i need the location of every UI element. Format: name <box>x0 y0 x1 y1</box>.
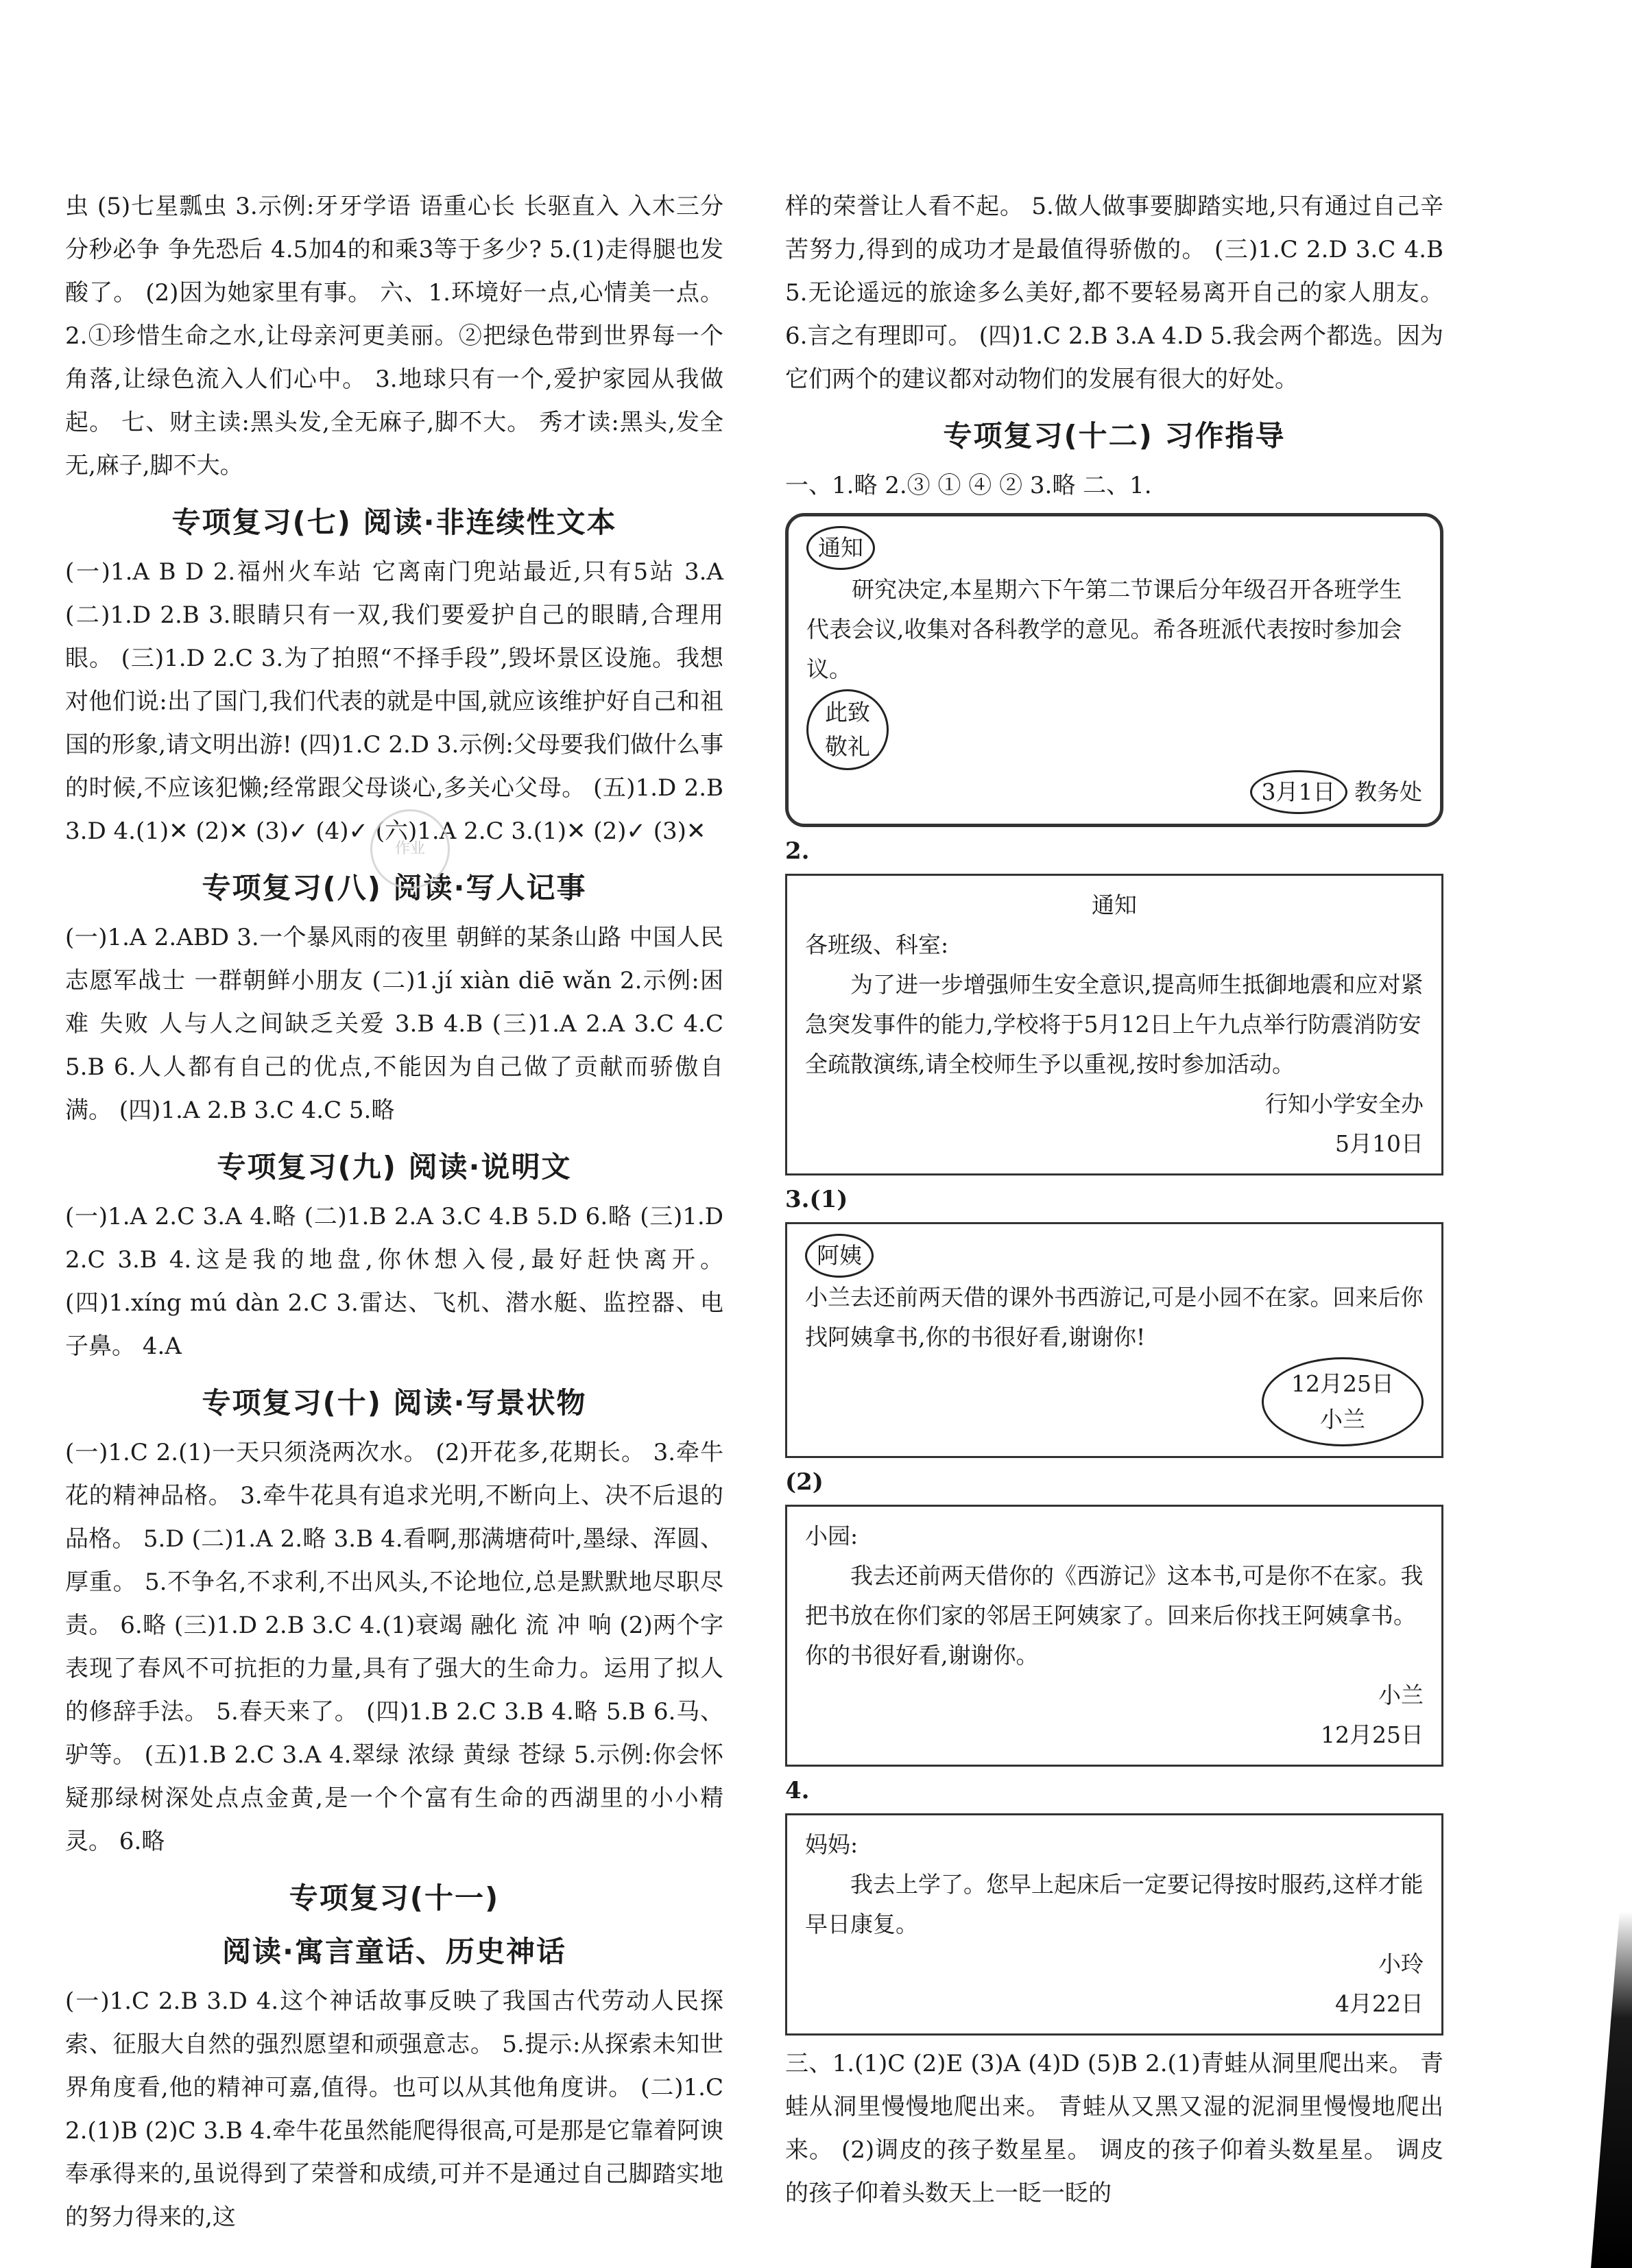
note-greeting: 阿姨 <box>805 1234 874 1278</box>
item-label: 2. <box>785 837 810 865</box>
note-body: 我去上学了。您早上起床后一定要记得按时服药,这样才能早日康复。 <box>805 1871 1424 1937</box>
left-column <box>65 185 723 2239</box>
answer-paragraph: (一)1.C 2.B 3.D 4.这个神话故事反映了我国古代劳动人民探索、征服大自然的强烈愿望和顽强意志。 5.提示:从探索未知世界角度看,他的精神可嘉,值得。也可以从其他角度讲。 (二)1.C 2.(1)B (2)C 3.B 4.牵牛花虽然能爬得很高,可是那是它靠着阿谀奉承得来的,虽说得到了荣誉和成绩,可并不是通过自己脚踏实地的努力得来的,这 <box>65 1988 723 2231</box>
page-edge-shadow <box>1591 1911 1632 2268</box>
note-body: 小兰去还前两天借的课外书西游记,可是小园不在家。回来后你找阿姨拿书,你的书很好看,谢谢你! <box>805 1284 1424 1350</box>
closing-line: 此致 <box>825 699 870 726</box>
note-greeting: 小园: <box>805 1523 859 1549</box>
notice-correction-box <box>785 513 1443 827</box>
section-heading: 专项复习(九) 阅读·说明文 <box>217 1150 572 1184</box>
notice-body: 为了进一步增强师生安全意识,提高师生抵御地震和应对紧急突发事件的能力,学校将于5月12日上午九点举行防震消防安全疏散演练,请全校师生予以重视,按时参加活动。 <box>805 971 1424 1077</box>
note-date: 12月25日 <box>1321 1721 1424 1748</box>
answer-paragraph: 虫 (5)七星瓢虫 3.示例:牙牙学语 语重心长 长驱直入 入木三分 分秒必争 争先恐后 4.5加4的和乘3等于多少? 5.(1)走得腿也发酸了。 (2)因为她家里有事。 六、1.环境好一点,心情美一点。 2.①珍惜生命之水,让母亲河更美丽。②把绿色带到世界每一个角落,让绿色流入人们心中。 3.地球只有一个,爱护家园从我做起。 七、财主读:黑头发,全无麻子,脚不大。 秀才读:黑头,发全无,麻子,脚不大。 <box>65 193 723 479</box>
note-sign: 小玲 <box>1378 1950 1424 1977</box>
section-heading: 专项复习(十一) <box>289 1881 500 1915</box>
note-date: 4月22日 <box>1335 1990 1424 2017</box>
answer-paragraph: (一)1.A 2.ABD 3.一个暴风雨的夜里 朝鲜的某条山路 中国人民志愿军战士 一群朝鲜小朋友 (二)1.jí xiàn diē wǎn 2.示例:困难 失败 人与人之间缺乏关爱 3.B 4.B (三)1.A 2.A 3.C 4.C 5.B 6.人人都有自己的优点,不能因为自己做了贡献而骄傲自满。 (四)1.A 2.B 3.C 4.C 5.略 <box>65 924 723 1124</box>
notice-sign: 行知小学安全办 <box>1265 1090 1424 1117</box>
note-sign: 小兰 <box>1378 1682 1424 1708</box>
section-heading: 专项复习(七) 阅读·非连续性文本 <box>171 505 617 539</box>
section-heading: 专项复习(十) 阅读·写景状物 <box>202 1386 587 1420</box>
section-heading: 专项复习(八) 阅读·写人记事 <box>202 871 587 905</box>
note-body: 我去还前两天借你的《西游记》这本书,可是你不在家。我把书放在你们家的邻居王阿姨家了。回来后你找王阿姨拿书。你的书很好看,谢谢你。 <box>805 1562 1424 1669</box>
item-label: 3.(1) <box>785 1186 848 1213</box>
answer-paragraph: (一)1.C 2.(1)一天只须浇两次水。 (2)开花多,花期长。 3.牵牛花的精神品格。 3.牵牛花具有追求光明,不断向上、决不后退的品格。 5.D (二)1.A 2.略 3.B 4.看啊,那满塘荷叶,墨绿、浑圆、厚重。 5.不争名,不求利,不出风头,不论地位,总是默默地尽职尽责。 6.略 (三)1.D 2.B 3.C 4.(1)衰竭 融化 流 冲 响 (2)两个字表现了春风不可抗拒的力量,具有了强大的生命力。运用了拟人的修辞手法。 5.春天来了。 (四)1.B 2.C 3.B 4.略 5.B 6.马、驴等。 (五)1.B 2.C 3.A 4.翠绿 浓绿 黄绿 苍绿 5.示例:你会怀疑那绿树深处点点金黄,是一个个富有生命的西湖里的小小精灵。 6.略 <box>65 1439 723 1855</box>
notice-box <box>785 874 1443 1175</box>
notice-sign: 教务处 <box>1354 778 1422 805</box>
notice-title: 通知 <box>1092 892 1137 918</box>
item-label: 4. <box>785 1777 810 1804</box>
answer-paragraph: (一)1.A B D 2.福州火车站 它离南门兜站最近,只有5站 3.A (二)1.D 2.B 3.眼睛只有一双,我们要爱护自己的眼睛,合理用眼。 (三)1.D 2.C 3.为了拍照“不择手段”,毁坏景区设施。我想对他们说:出了国门,我们代表的就是中国,就应该维护好自己和祖国的形象,请文明出游! (四)1.C 2.D 3.示例:父母要我们做什么事的时候,不应该犯懒;经常跟父母谈心,多关心父母。 (五)1.D 2.B 3.D 4.(1)✕ (2)✕ (3)✓ (4)✓ (六)1.A 2.C 3.(1)✕ (2)✓ (3)✕ <box>65 558 723 845</box>
notice-date: 5月10日 <box>1335 1130 1424 1157</box>
note-greeting: 妈妈: <box>805 1831 859 1858</box>
note-date: 12月25日 <box>1291 1370 1394 1397</box>
note-box <box>785 1813 1443 2036</box>
note-box <box>785 1505 1443 1767</box>
section-subheading: 阅读·寓言童话、历史神话 <box>222 1935 566 1968</box>
note-sign: 小兰 <box>1320 1406 1365 1433</box>
note-date-sign-oval <box>1262 1357 1424 1446</box>
answer-paragraph: 样的荣誉让人看不起。 5.做人做事要脚踏实地,只有通过自己辛苦努力,得到的成功才是最值得骄傲的。 (三)1.C 2.D 3.C 4.B 5.无论遥远的旅途多么美好,都不要轻易离开自己的家人朋友。 6.言之有理即可。 (四)1.C 2.B 3.A 4.D 5.我会两个都选。因为它们两个的建议都对动物们的发展有很大的好处。 <box>785 193 1443 393</box>
closing-line: 敬礼 <box>825 733 870 760</box>
right-column <box>785 185 1443 2215</box>
notice-title: 通知 <box>806 526 875 570</box>
notice-date: 3月1日 <box>1250 770 1347 814</box>
answer-paragraph: 一、1.略 2.③ ① ④ ② 3.略 二、1. <box>785 472 1152 499</box>
watermark-stamp: 作业 <box>370 809 450 889</box>
item-label: (2) <box>785 1468 824 1496</box>
note-correction-box <box>785 1222 1443 1458</box>
notice-body: 研究决定,本星期六下午第二节课后分年级召开各班学生代表会议,收集对各科教学的意见。希各班派代表按时参加会议。 <box>806 576 1402 682</box>
answer-paragraph: 三、1.(1)C (2)E (3)A (4)D (5)B 2.(1)青蛙从洞里爬出来。 青蛙从洞里慢慢地爬出来。 青蛙从又黑又湿的泥洞里慢慢地爬出来。 (2)调皮的孩子数星星。 调皮的孩子仰着头数星星。 调皮的孩子仰着头数天上一眨一眨的 <box>785 2050 1443 2207</box>
answer-paragraph: (一)1.A 2.C 3.A 4.略 (二)1.B 2.A 3.C 4.B 5.D 6.略 (三)1.D 2.C 3.B 4.这是我的地盘,你休想入侵,最好赶快离开。 (四)1.xíng mú dàn 2.C 3.雷达、飞机、潜水艇、监控器、电子鼻。 4.A <box>65 1203 723 1360</box>
section-heading: 专项复习(十二) 习作指导 <box>943 419 1286 453</box>
notice-greeting: 各班级、科室: <box>805 931 949 958</box>
